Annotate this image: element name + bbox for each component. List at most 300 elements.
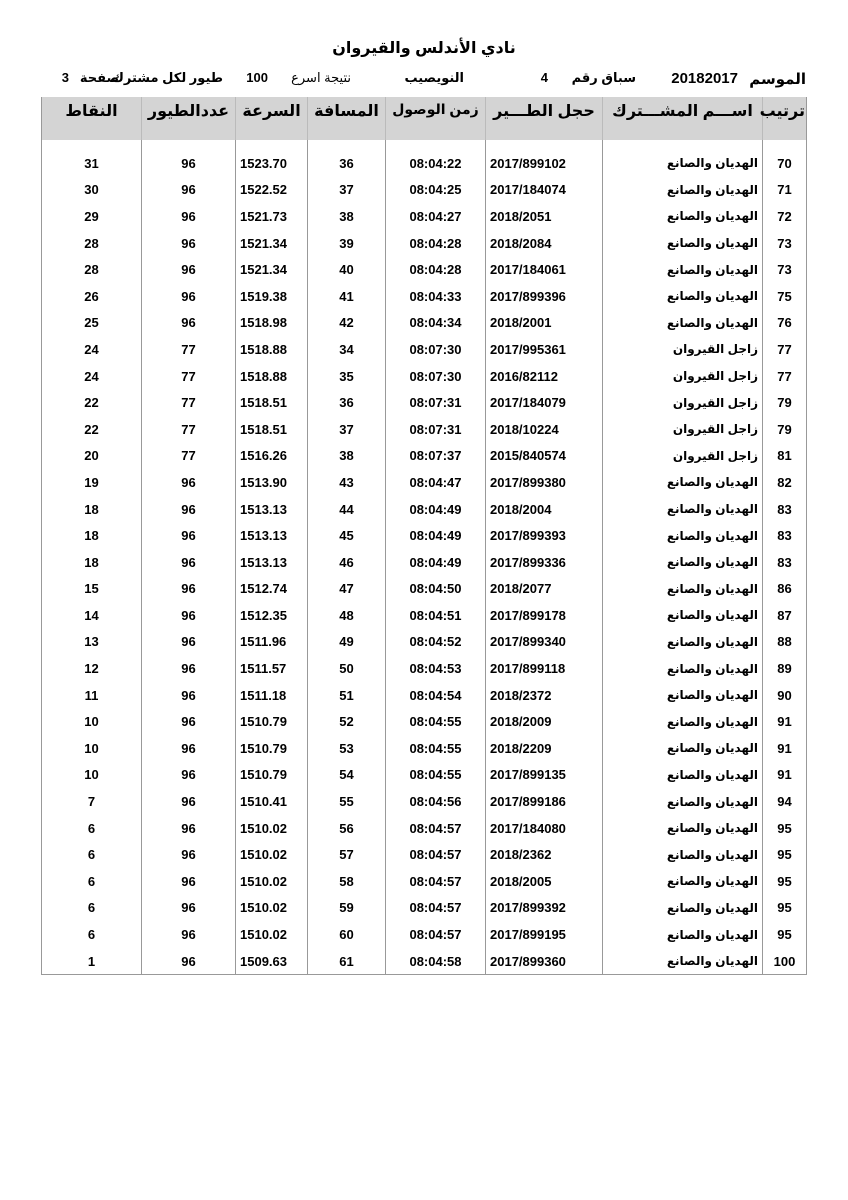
speed-cell: 1518.88 bbox=[236, 363, 308, 390]
season-value: 20182017 bbox=[671, 70, 738, 87]
points-cell: 6 bbox=[42, 841, 142, 868]
birds-count-cell: 96 bbox=[142, 310, 236, 337]
member-name-cell: الهديان والصانع bbox=[603, 469, 763, 496]
rank-cell: 95 bbox=[763, 868, 807, 895]
distance-cell: 61 bbox=[308, 948, 386, 975]
speed-cell: 1510.02 bbox=[236, 895, 308, 922]
distance-cell: 58 bbox=[308, 868, 386, 895]
rank-cell: 83 bbox=[763, 522, 807, 549]
member-name-cell: الهديان والصانع bbox=[603, 283, 763, 310]
member-name-cell: زاجل القيروان bbox=[603, 416, 763, 443]
arrival-time-cell: 08:04:49 bbox=[386, 496, 486, 523]
page-label: صفحة bbox=[79, 70, 119, 85]
rank-cell: 83 bbox=[763, 496, 807, 523]
table-row bbox=[42, 762, 807, 789]
points-cell: 6 bbox=[42, 815, 142, 842]
arrival-time-cell: 08:04:55 bbox=[386, 762, 486, 789]
rank-cell: 71 bbox=[763, 177, 807, 204]
member-name-cell: الهديان والصانع bbox=[603, 841, 763, 868]
col-birds-header: عددالطيور bbox=[142, 97, 236, 140]
distance-cell: 57 bbox=[308, 841, 386, 868]
member-name-cell: زاجل القيروان bbox=[603, 443, 763, 470]
col-points-header: النقاط bbox=[42, 97, 142, 140]
per-member-label: طيور لكل مشترك bbox=[111, 70, 223, 85]
arrival-time-cell: 08:04:28 bbox=[386, 230, 486, 257]
distance-cell: 39 bbox=[308, 230, 386, 257]
rank-cell: 91 bbox=[763, 762, 807, 789]
speed-cell: 1510.41 bbox=[236, 788, 308, 815]
speed-cell: 1513.13 bbox=[236, 549, 308, 576]
points-cell: 25 bbox=[42, 310, 142, 337]
col-member-header: اســـم المشـــترك bbox=[603, 97, 763, 140]
arrival-time-cell: 08:07:31 bbox=[386, 416, 486, 443]
arrival-time-cell: 08:04:49 bbox=[386, 522, 486, 549]
table-row bbox=[42, 735, 807, 762]
table-row bbox=[42, 921, 807, 948]
member-name-cell: الهديان والصانع bbox=[603, 682, 763, 709]
arrival-time-cell: 08:04:53 bbox=[386, 655, 486, 682]
rank-cell: 77 bbox=[763, 336, 807, 363]
rank-cell: 88 bbox=[763, 629, 807, 656]
birds-count-cell: 96 bbox=[142, 868, 236, 895]
arrival-time-cell: 08:04:34 bbox=[386, 310, 486, 337]
birds-count-cell: 96 bbox=[142, 682, 236, 709]
ring-cell: 2018/2051 bbox=[486, 203, 603, 230]
arrival-time-cell: 08:04:52 bbox=[386, 629, 486, 656]
ring-cell: 2017/899380 bbox=[486, 469, 603, 496]
table-row bbox=[42, 682, 807, 709]
distance-cell: 38 bbox=[308, 203, 386, 230]
arrival-time-cell: 08:07:37 bbox=[386, 443, 486, 470]
table-row bbox=[42, 310, 807, 337]
birds-count-cell: 96 bbox=[142, 549, 236, 576]
member-name-cell: الهديان والصانع bbox=[603, 549, 763, 576]
ring-cell: 2017/184079 bbox=[486, 389, 603, 416]
distance-cell: 51 bbox=[308, 682, 386, 709]
ring-cell: 2017/899396 bbox=[486, 283, 603, 310]
birds-count-cell: 96 bbox=[142, 602, 236, 629]
points-cell: 28 bbox=[42, 256, 142, 283]
speed-cell: 1521.73 bbox=[236, 203, 308, 230]
speed-cell: 1510.02 bbox=[236, 841, 308, 868]
col-rank-header: ترتيب bbox=[763, 97, 807, 140]
table-row bbox=[42, 576, 807, 603]
distance-cell: 60 bbox=[308, 921, 386, 948]
birds-count-cell: 96 bbox=[142, 841, 236, 868]
results-body bbox=[42, 140, 807, 975]
points-cell: 24 bbox=[42, 336, 142, 363]
member-name-cell: الهديان والصانع bbox=[603, 921, 763, 948]
results-table bbox=[41, 97, 807, 975]
member-name-cell: زاجل القيروان bbox=[603, 336, 763, 363]
distance-cell: 45 bbox=[308, 522, 386, 549]
speed-cell: 1521.34 bbox=[236, 256, 308, 283]
table-row bbox=[42, 336, 807, 363]
birds-count-cell: 77 bbox=[142, 389, 236, 416]
arrival-time-cell: 08:07:31 bbox=[386, 389, 486, 416]
arrival-time-cell: 08:04:58 bbox=[386, 948, 486, 975]
table-row bbox=[42, 443, 807, 470]
speed-cell: 1521.34 bbox=[236, 230, 308, 257]
rank-cell: 95 bbox=[763, 841, 807, 868]
table-row bbox=[42, 522, 807, 549]
birds-count-cell: 96 bbox=[142, 708, 236, 735]
points-cell: 24 bbox=[42, 363, 142, 390]
distance-cell: 48 bbox=[308, 602, 386, 629]
birds-count-cell: 96 bbox=[142, 177, 236, 204]
race-type: النويصيب bbox=[404, 70, 464, 85]
rank-cell: 95 bbox=[763, 815, 807, 842]
arrival-time-cell: 08:04:57 bbox=[386, 895, 486, 922]
birds-count-cell: 96 bbox=[142, 655, 236, 682]
distance-cell: 59 bbox=[308, 895, 386, 922]
member-name-cell: الهديان والصانع bbox=[603, 868, 763, 895]
distance-cell: 42 bbox=[308, 310, 386, 337]
member-name-cell: الهديان والصانع bbox=[603, 762, 763, 789]
birds-count-cell: 77 bbox=[142, 416, 236, 443]
ring-cell: 2018/2209 bbox=[486, 735, 603, 762]
season-label: الموسم bbox=[749, 71, 806, 88]
birds-count-cell: 96 bbox=[142, 948, 236, 975]
ring-cell: 2017/995361 bbox=[486, 336, 603, 363]
birds-count-cell: 96 bbox=[142, 522, 236, 549]
distance-cell: 43 bbox=[308, 469, 386, 496]
birds-count-cell: 96 bbox=[142, 496, 236, 523]
table-row bbox=[42, 203, 807, 230]
member-name-cell: الهديان والصانع bbox=[603, 708, 763, 735]
table-row bbox=[42, 549, 807, 576]
arrival-time-cell: 08:04:51 bbox=[386, 602, 486, 629]
birds-count-cell: 96 bbox=[142, 921, 236, 948]
arrival-time-cell: 08:04:27 bbox=[386, 203, 486, 230]
arrival-time-cell: 08:04:54 bbox=[386, 682, 486, 709]
arrival-time-cell: 08:07:30 bbox=[386, 363, 486, 390]
birds-count-cell: 96 bbox=[142, 735, 236, 762]
table-row bbox=[42, 177, 807, 204]
birds-count-cell: 77 bbox=[142, 443, 236, 470]
table-row bbox=[42, 230, 807, 257]
ring-cell: 2017/184080 bbox=[486, 815, 603, 842]
speed-cell: 1510.79 bbox=[236, 708, 308, 735]
table-row bbox=[42, 815, 807, 842]
arrival-time-cell: 08:04:57 bbox=[386, 868, 486, 895]
rank-cell: 94 bbox=[763, 788, 807, 815]
arrival-time-cell: 08:04:55 bbox=[386, 708, 486, 735]
distance-cell: 37 bbox=[308, 416, 386, 443]
distance-cell: 52 bbox=[308, 708, 386, 735]
ring-cell: 2017/899135 bbox=[486, 762, 603, 789]
ring-cell: 2017/899336 bbox=[486, 549, 603, 576]
distance-cell: 44 bbox=[308, 496, 386, 523]
member-name-cell: الهديان والصانع bbox=[603, 948, 763, 975]
member-name-cell: الهديان والصانع bbox=[603, 256, 763, 283]
points-cell: 28 bbox=[42, 230, 142, 257]
distance-cell: 55 bbox=[308, 788, 386, 815]
speed-cell: 1513.13 bbox=[236, 522, 308, 549]
points-cell: 7 bbox=[42, 788, 142, 815]
points-cell: 30 bbox=[42, 177, 142, 204]
points-cell: 12 bbox=[42, 655, 142, 682]
points-cell: 22 bbox=[42, 389, 142, 416]
table-row bbox=[42, 868, 807, 895]
points-cell: 22 bbox=[42, 416, 142, 443]
arrival-time-cell: 08:04:49 bbox=[386, 549, 486, 576]
speed-cell: 1523.70 bbox=[236, 140, 308, 177]
rank-cell: 91 bbox=[763, 708, 807, 735]
speed-cell: 1511.57 bbox=[236, 655, 308, 682]
distance-cell: 53 bbox=[308, 735, 386, 762]
speed-cell: 1511.18 bbox=[236, 682, 308, 709]
speed-cell: 1510.79 bbox=[236, 735, 308, 762]
speed-cell: 1519.38 bbox=[236, 283, 308, 310]
arrival-time-cell: 08:04:57 bbox=[386, 815, 486, 842]
rank-cell: 82 bbox=[763, 469, 807, 496]
race-label: سباق رقم bbox=[571, 70, 636, 85]
points-cell: 10 bbox=[42, 735, 142, 762]
table-row bbox=[42, 788, 807, 815]
ring-cell: 2017/899118 bbox=[486, 655, 603, 682]
distance-cell: 37 bbox=[308, 177, 386, 204]
rank-cell: 79 bbox=[763, 416, 807, 443]
rank-cell: 100 bbox=[763, 948, 807, 975]
points-cell: 6 bbox=[42, 868, 142, 895]
arrival-time-cell: 08:04:57 bbox=[386, 921, 486, 948]
birds-count-cell: 77 bbox=[142, 363, 236, 390]
member-name-cell: الهديان والصانع bbox=[603, 203, 763, 230]
rank-cell: 70 bbox=[763, 140, 807, 177]
member-name-cell: زاجل القيروان bbox=[603, 389, 763, 416]
points-cell: 10 bbox=[42, 708, 142, 735]
speed-cell: 1512.74 bbox=[236, 576, 308, 603]
rank-cell: 83 bbox=[763, 549, 807, 576]
arrival-time-cell: 08:04:56 bbox=[386, 788, 486, 815]
race-value: 4 bbox=[540, 70, 548, 85]
rank-cell: 87 bbox=[763, 602, 807, 629]
points-cell: 26 bbox=[42, 283, 142, 310]
speed-cell: 1522.52 bbox=[236, 177, 308, 204]
rank-cell: 79 bbox=[763, 389, 807, 416]
ring-cell: 2017/184061 bbox=[486, 256, 603, 283]
birds-count-cell: 96 bbox=[142, 788, 236, 815]
speed-cell: 1510.79 bbox=[236, 762, 308, 789]
rank-cell: 76 bbox=[763, 310, 807, 337]
speed-cell: 1518.51 bbox=[236, 416, 308, 443]
points-cell: 1 bbox=[42, 948, 142, 975]
member-name-cell: الهديان والصانع bbox=[603, 655, 763, 682]
speed-cell: 1510.02 bbox=[236, 815, 308, 842]
member-name-cell: الهديان والصانع bbox=[603, 602, 763, 629]
distance-cell: 34 bbox=[308, 336, 386, 363]
speed-cell: 1518.98 bbox=[236, 310, 308, 337]
points-cell: 18 bbox=[42, 496, 142, 523]
table-row bbox=[42, 283, 807, 310]
col-speed-header: السرعة bbox=[236, 97, 308, 140]
birds-count-cell: 96 bbox=[142, 140, 236, 177]
member-name-cell: الهديان والصانع bbox=[603, 522, 763, 549]
speed-cell: 1516.26 bbox=[236, 443, 308, 470]
arrival-time-cell: 08:04:33 bbox=[386, 283, 486, 310]
speed-cell: 1513.13 bbox=[236, 496, 308, 523]
ring-cell: 2017/899393 bbox=[486, 522, 603, 549]
ring-cell: 2017/899360 bbox=[486, 948, 603, 975]
points-cell: 14 bbox=[42, 602, 142, 629]
distance-cell: 50 bbox=[308, 655, 386, 682]
ring-cell: 2017/899392 bbox=[486, 895, 603, 922]
points-cell: 18 bbox=[42, 549, 142, 576]
ring-cell: 2017/899178 bbox=[486, 602, 603, 629]
member-name-cell: الهديان والصانع bbox=[603, 177, 763, 204]
table-row bbox=[42, 841, 807, 868]
table-row bbox=[42, 948, 807, 975]
birds-count-cell: 96 bbox=[142, 203, 236, 230]
rank-cell: 95 bbox=[763, 895, 807, 922]
points-cell: 31 bbox=[42, 140, 142, 177]
points-cell: 15 bbox=[42, 576, 142, 603]
ring-cell: 2018/2005 bbox=[486, 868, 603, 895]
distance-cell: 36 bbox=[308, 140, 386, 177]
table-row bbox=[42, 363, 807, 390]
ring-cell: 2018/2077 bbox=[486, 576, 603, 603]
birds-count-cell: 96 bbox=[142, 629, 236, 656]
points-cell: 20 bbox=[42, 443, 142, 470]
rank-cell: 73 bbox=[763, 230, 807, 257]
points-cell: 29 bbox=[42, 203, 142, 230]
birds-count-cell: 96 bbox=[142, 230, 236, 257]
table-row bbox=[42, 629, 807, 656]
member-name-cell: الهديان والصانع bbox=[603, 735, 763, 762]
ring-cell: 2018/2001 bbox=[486, 310, 603, 337]
ring-cell: 2018/2372 bbox=[486, 682, 603, 709]
page-number: 3 bbox=[61, 70, 69, 85]
member-name-cell: الهديان والصانع bbox=[603, 310, 763, 337]
points-cell: 13 bbox=[42, 629, 142, 656]
arrival-time-cell: 08:07:30 bbox=[386, 336, 486, 363]
table-row bbox=[42, 140, 807, 177]
birds-count-cell: 96 bbox=[142, 576, 236, 603]
col-time-header: زمن الوصول bbox=[386, 97, 486, 140]
distance-cell: 40 bbox=[308, 256, 386, 283]
col-ring-header: حجل الطـــير bbox=[486, 97, 603, 140]
arrival-time-cell: 08:04:47 bbox=[386, 469, 486, 496]
rank-cell: 95 bbox=[763, 921, 807, 948]
table-row bbox=[42, 416, 807, 443]
birds-count-cell: 96 bbox=[142, 815, 236, 842]
ring-cell: 2017/899186 bbox=[486, 788, 603, 815]
club-title: نادي الأندلس والقيروان bbox=[332, 40, 516, 57]
distance-cell: 54 bbox=[308, 762, 386, 789]
points-cell: 19 bbox=[42, 469, 142, 496]
table-row bbox=[42, 389, 807, 416]
arrival-time-cell: 08:04:55 bbox=[386, 735, 486, 762]
table-row bbox=[42, 256, 807, 283]
ring-cell: 2018/2009 bbox=[486, 708, 603, 735]
rank-cell: 73 bbox=[763, 256, 807, 283]
speed-cell: 1510.02 bbox=[236, 921, 308, 948]
distance-cell: 56 bbox=[308, 815, 386, 842]
race-info-line bbox=[0, 70, 848, 90]
ring-cell: 2017/899102 bbox=[486, 140, 603, 177]
rank-cell: 91 bbox=[763, 735, 807, 762]
arrival-time-cell: 08:04:28 bbox=[386, 256, 486, 283]
ring-cell: 2016/82112 bbox=[486, 363, 603, 390]
speed-cell: 1518.88 bbox=[236, 336, 308, 363]
arrival-time-cell: 08:04:50 bbox=[386, 576, 486, 603]
result-label: نتيجة اسرع bbox=[291, 70, 351, 85]
ring-cell: 2015/840574 bbox=[486, 443, 603, 470]
rank-cell: 86 bbox=[763, 576, 807, 603]
table-row bbox=[42, 469, 807, 496]
speed-cell: 1509.63 bbox=[236, 948, 308, 975]
table-row bbox=[42, 602, 807, 629]
birds-count-cell: 96 bbox=[142, 256, 236, 283]
distance-cell: 38 bbox=[308, 443, 386, 470]
points-cell: 18 bbox=[42, 522, 142, 549]
header-row bbox=[42, 97, 807, 140]
member-name-cell: زاجل القيروان bbox=[603, 363, 763, 390]
table-row bbox=[42, 496, 807, 523]
ring-cell: 2017/184074 bbox=[486, 177, 603, 204]
table-row bbox=[42, 895, 807, 922]
rank-cell: 75 bbox=[763, 283, 807, 310]
ring-cell: 2018/2362 bbox=[486, 841, 603, 868]
result-count: 100 bbox=[246, 70, 268, 85]
ring-cell: 2018/10224 bbox=[486, 416, 603, 443]
arrival-time-cell: 08:04:25 bbox=[386, 177, 486, 204]
points-cell: 6 bbox=[42, 921, 142, 948]
birds-count-cell: 96 bbox=[142, 762, 236, 789]
distance-cell: 41 bbox=[308, 283, 386, 310]
distance-cell: 49 bbox=[308, 629, 386, 656]
table-row bbox=[42, 708, 807, 735]
rank-cell: 89 bbox=[763, 655, 807, 682]
birds-count-cell: 96 bbox=[142, 283, 236, 310]
rank-cell: 77 bbox=[763, 363, 807, 390]
speed-cell: 1511.96 bbox=[236, 629, 308, 656]
member-name-cell: الهديان والصانع bbox=[603, 788, 763, 815]
birds-count-cell: 77 bbox=[142, 336, 236, 363]
speed-cell: 1510.02 bbox=[236, 868, 308, 895]
birds-count-cell: 96 bbox=[142, 469, 236, 496]
member-name-cell: الهديان والصانع bbox=[603, 140, 763, 177]
arrival-time-cell: 08:04:57 bbox=[386, 841, 486, 868]
ring-cell: 2017/899195 bbox=[486, 921, 603, 948]
rank-cell: 81 bbox=[763, 443, 807, 470]
speed-cell: 1518.51 bbox=[236, 389, 308, 416]
arrival-time-cell: 08:04:22 bbox=[386, 140, 486, 177]
member-name-cell: الهديان والصانع bbox=[603, 815, 763, 842]
table-row bbox=[42, 655, 807, 682]
member-name-cell: الهديان والصانع bbox=[603, 576, 763, 603]
speed-cell: 1513.90 bbox=[236, 469, 308, 496]
ring-cell: 2018/2004 bbox=[486, 496, 603, 523]
member-name-cell: الهديان والصانع bbox=[603, 629, 763, 656]
distance-cell: 35 bbox=[308, 363, 386, 390]
points-cell: 11 bbox=[42, 682, 142, 709]
points-cell: 10 bbox=[42, 762, 142, 789]
ring-cell: 2017/899340 bbox=[486, 629, 603, 656]
distance-cell: 46 bbox=[308, 549, 386, 576]
speed-cell: 1512.35 bbox=[236, 602, 308, 629]
member-name-cell: الهديان والصانع bbox=[603, 496, 763, 523]
distance-cell: 36 bbox=[308, 389, 386, 416]
rank-cell: 90 bbox=[763, 682, 807, 709]
member-name-cell: الهديان والصانع bbox=[603, 895, 763, 922]
ring-cell: 2018/2084 bbox=[486, 230, 603, 257]
distance-cell: 47 bbox=[308, 576, 386, 603]
points-cell: 6 bbox=[42, 895, 142, 922]
birds-count-cell: 96 bbox=[142, 895, 236, 922]
rank-cell: 72 bbox=[763, 203, 807, 230]
